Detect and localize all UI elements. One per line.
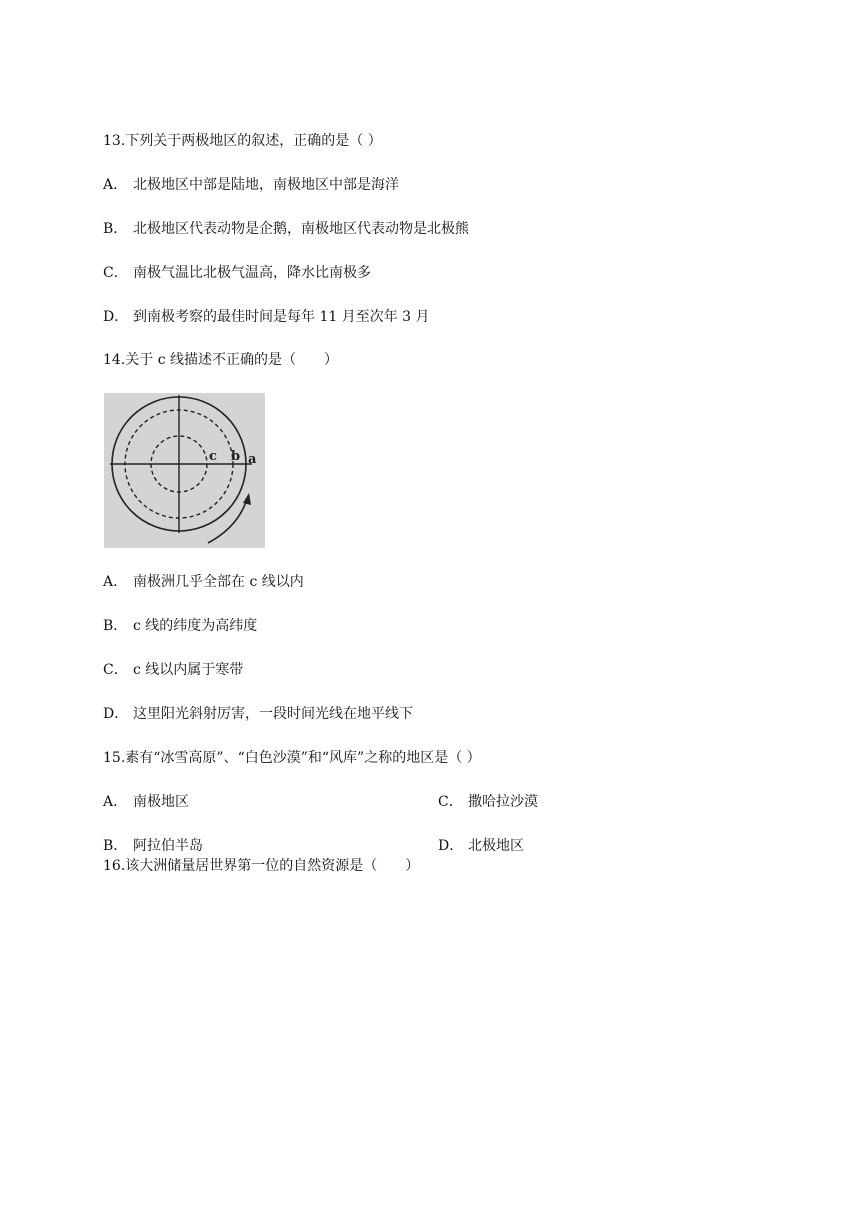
option-label: C． <box>438 794 463 810</box>
q14-option-b <box>103 616 257 636</box>
q13-option-b <box>103 219 469 239</box>
option-label: D． <box>103 706 129 722</box>
option-text: 到南极考察的最佳时间是每年 11 月至次年 3 月 <box>133 309 430 325</box>
q13-stem: 13.下列关于两极地区的叙述，正确的是（ ） <box>103 133 382 149</box>
option-label: C． <box>103 662 128 678</box>
option-label: B． <box>103 618 128 634</box>
option-text: c 线以内属于寒带 <box>133 662 244 678</box>
q14-option-a <box>103 572 304 592</box>
q15-option-b <box>103 836 203 856</box>
option-text: 北极地区 <box>468 838 524 854</box>
polar-circle-diagram <box>104 393 265 548</box>
option-text: 北极地区中部是陆地，南极地区中部是海洋 <box>133 177 399 193</box>
label-a: a <box>248 452 257 467</box>
option-label: B． <box>103 221 128 237</box>
option-text: 南极洲几乎全部在 c 线以内 <box>133 574 304 590</box>
option-text: 这里阳光斜射厉害，一段时间光线在地平线下 <box>133 706 413 722</box>
option-text: 南极气温比北极气温高，降水比南极多 <box>133 265 371 281</box>
option-label: D． <box>103 309 129 325</box>
option-label: A． <box>103 794 128 810</box>
option-label: A． <box>103 574 128 590</box>
q13-option-a <box>103 175 399 195</box>
option-text: 撒哈拉沙漠 <box>468 794 538 810</box>
polar-circle-figure <box>104 393 265 548</box>
q15-option-d <box>438 836 524 856</box>
option-label: A． <box>103 177 128 193</box>
arrowhead-icon <box>243 493 251 505</box>
q16-stem: 16.该大洲储量居世界第一位的自然资源是（ ） <box>103 858 420 874</box>
q14-stem: 14.关于 c 线描述不正确的是（ ） <box>103 352 339 368</box>
q13-option-d <box>103 307 430 327</box>
option-label: D． <box>438 838 464 854</box>
option-text: c 线的纬度为高纬度 <box>133 618 258 634</box>
q15-option-a <box>103 792 189 812</box>
option-label: C． <box>103 265 128 281</box>
q15-stem: 15.素有“冰雪高原”、“白色沙漠”和“风库”之称的地区是（ ） <box>103 750 481 766</box>
option-label: B． <box>103 838 128 854</box>
q15-option-c <box>438 792 538 812</box>
q14-option-d <box>103 704 413 724</box>
label-c: c <box>209 449 217 464</box>
q14-option-c <box>103 660 243 680</box>
option-text: 南极地区 <box>133 794 189 810</box>
q13-option-c <box>103 263 371 283</box>
option-text: 北极地区代表动物是企鹅，南极地区代表动物是北极熊 <box>133 221 469 237</box>
label-b: b <box>231 449 241 464</box>
option-text: 阿拉伯半岛 <box>133 838 203 854</box>
